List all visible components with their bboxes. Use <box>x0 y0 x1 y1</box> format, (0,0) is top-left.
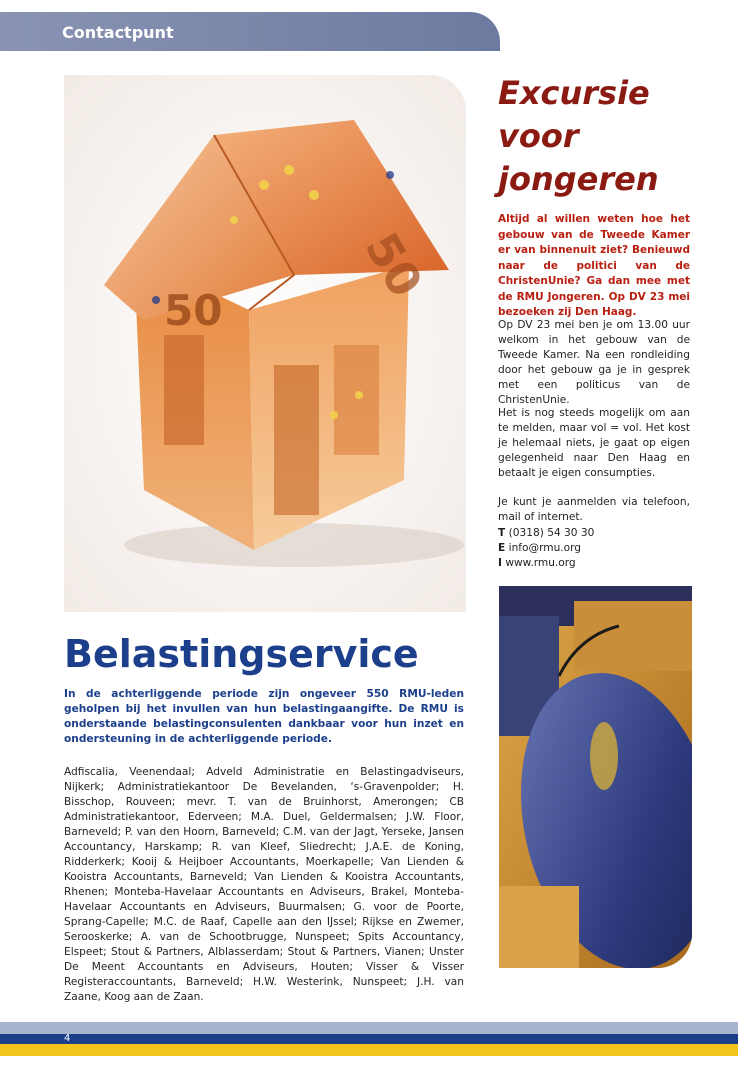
page-number: 4 <box>64 1033 71 1044</box>
svg-text:50: 50 <box>354 223 434 306</box>
excursie-intro: Altijd al willen weten hoe het gebouw van de Tweede Kamer er van binnenuit ziet? Benieuwd naar de politici van de ChristenUnie? Ga dan mee met de RMU Jongeren. Op DV 23 mei bezoeken zij Den Haag. <box>498 213 690 318</box>
section-header-bar <box>0 12 500 51</box>
contact-phone <box>498 526 594 541</box>
excursie-title <box>498 72 698 201</box>
contact-website <box>498 556 576 571</box>
footer-stripe-yellow <box>0 1044 738 1056</box>
belastingservice-title: Belastingservice <box>64 632 419 676</box>
contact-email-value[interactable]: info@rmu.org <box>508 542 582 554</box>
excursie-title-line-2: voor <box>498 117 579 155</box>
excursie-paragraph-3: Je kunt je aanmelden via telefoon, mail of internet. <box>498 496 690 523</box>
svg-text:50: 50 <box>164 286 223 335</box>
excursie-paragraph-1: Op DV 23 mei ben je om 13.00 uur welkom in het gebouw van de Tweede Kamer. Na een rondleiding door het gebouw ga je in gesprek met een politicus van de ChristenUnie. <box>498 319 690 406</box>
contact-email-key: E <box>498 542 506 554</box>
section-label: Contactpunt <box>62 23 174 42</box>
excursie-title-line-1: Excursie <box>498 74 650 112</box>
footer-stripe-grey <box>0 1022 738 1034</box>
contact-website-key: I <box>498 557 502 569</box>
excursie-title-line-3: jongeren <box>498 160 659 198</box>
euro-house-photo <box>64 75 466 612</box>
footer-stripe-navy <box>0 1034 738 1044</box>
belastingservice-intro: In de achterliggende periode zijn ongeveer 550 RMU-leden geholpen bij het invullen van hun belastingaangifte. De RMU is onderstaande belastingconsulenten dankbaar voor hun inzet en ondersteuning in de achterliggende periode. <box>64 688 464 745</box>
belastingservice-body: Adfiscalia, Veenendaal; Adveld Administratie en Belastingadviseurs, Nijkerk; Administratiekantoor De Bevelanden, ‘s-Gravenpolder; H. Bisschop, Rouveen; mevr. T. van de Bruinhorst, Amerongen; CB Administratiekantoor, Ederveen; M.A. Duel, Geldermalsen; J.W. Floor, Barneveld; P. van den Hoorn, Barneveld; C.M. van der Jagt, Yerseke, Jansen Accountancy, Harskamp; R. van Kleef, Sliedrecht; J.A.E. de Koning, Ridderkerk; Kooij & Heijboer Accountants, Moerkapelle; Van Lienden & Kooistra Accountants, Barneveld; Van Lienden & Kooistra Accountants, Rhenen; Monteba-Havelaar Accountants en Adviseurs, Brakel, Monteba-Havelaar Accountants en Adviseurs, Buurmalsen; G. voor de Poorte, Sprang-Capelle; M.C. de Raaf, Capelle aan den IJssel; Rijkse en Zwemer, Serooskerke; A. van de Schootbrugge, Nunspeet; Spits Accountancy, Elspeet; Stout & Partners, Alblasserdam; Stout & Partners, Vianen; Unster De Meent Accountants en Adviseurs, Houten; Visser & Visser Registeraccountants, Barneveld; H.W. Westerink, Nunspeet; J.H. van Zaane, Koog aan de Zaan. <box>64 766 464 1003</box>
contact-phone-key: T <box>498 527 506 539</box>
contact-email <box>498 541 581 556</box>
contact-phone-value: (0318) 54 30 30 <box>508 527 595 539</box>
parliament-chair-photo <box>499 586 692 968</box>
excursie-paragraph-2: Het is nog steeds mogelijk om aan te melden, maar vol = vol. Het kost je helemaal niets, je gaat op eigen gelegenheid naar Den Haag en betaalt je eigen consumpties. <box>498 407 690 479</box>
contact-website-value[interactable]: www.rmu.org <box>505 557 576 569</box>
